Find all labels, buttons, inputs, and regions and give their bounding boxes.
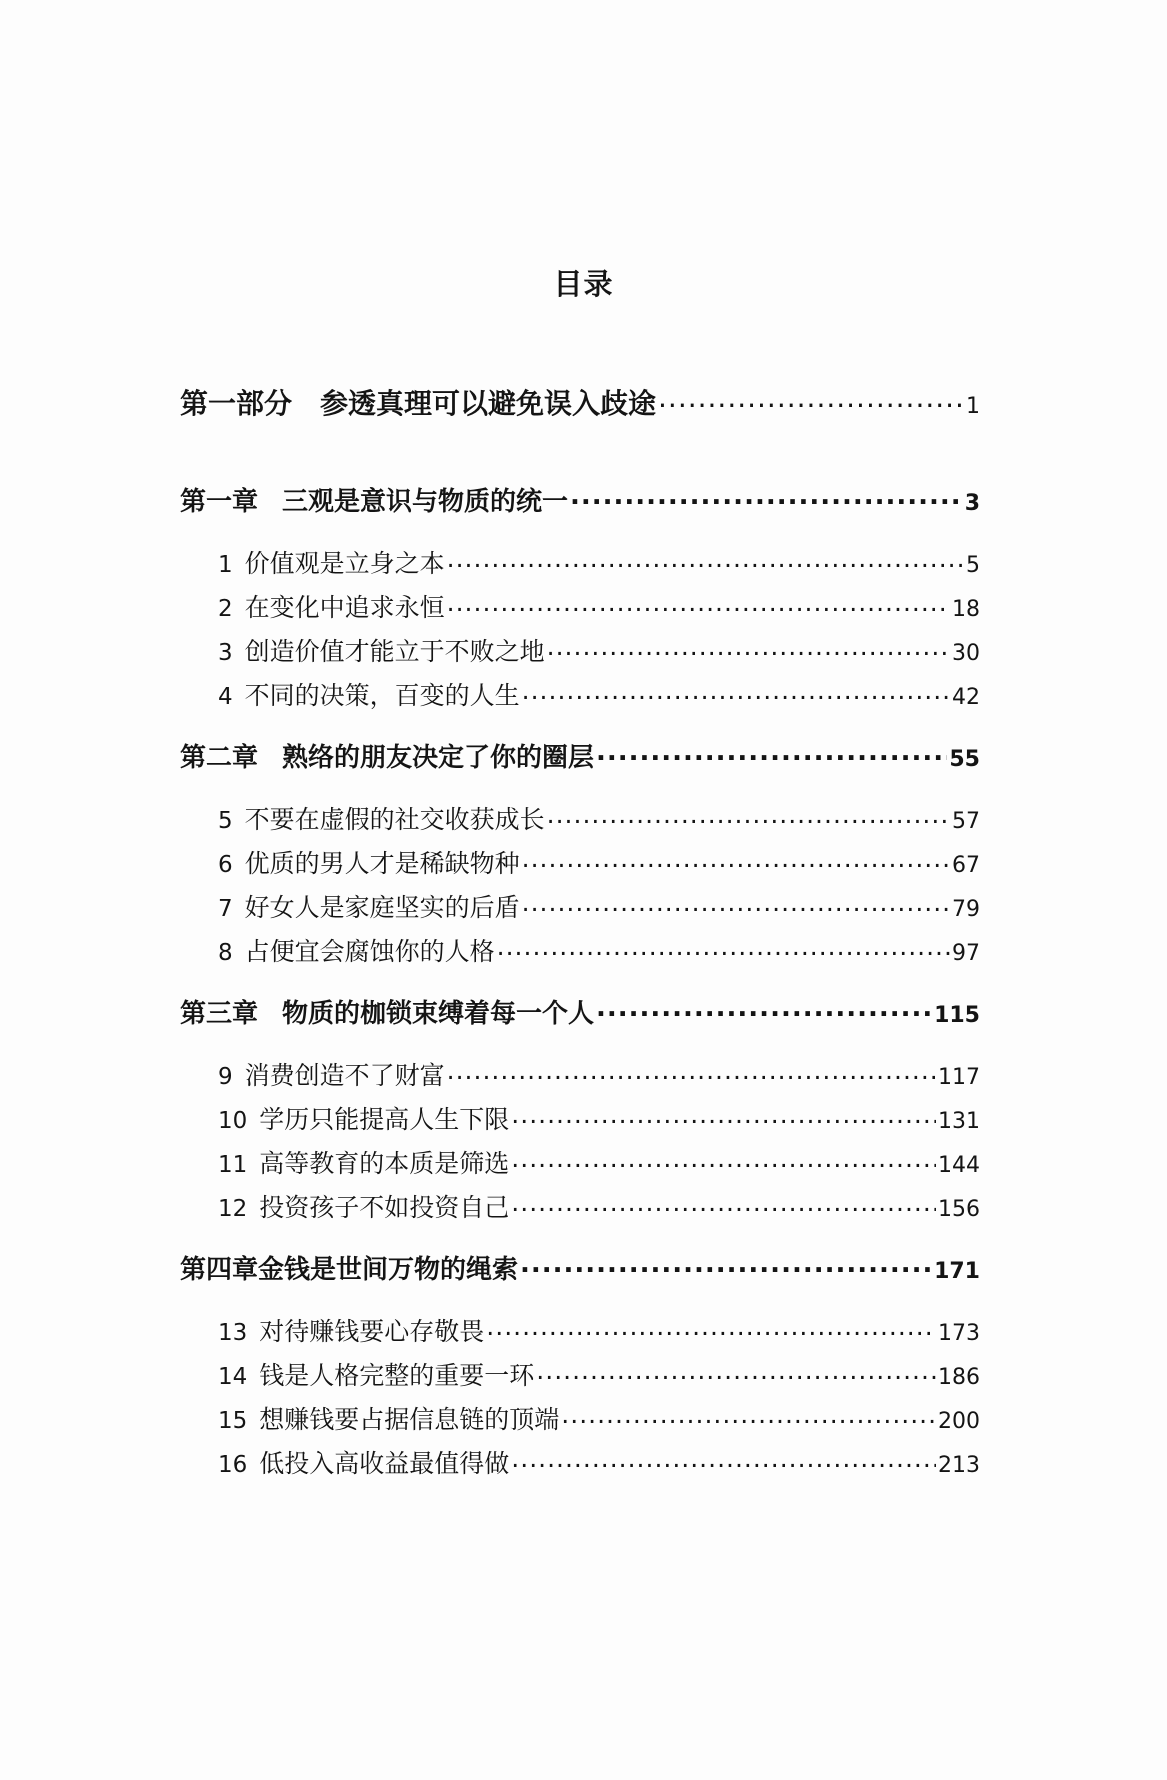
section-number: 8 [218,940,233,966]
page-number: 42 [952,685,980,710]
section-number: 12 [218,1196,248,1222]
section-number: 10 [218,1108,248,1134]
section-title: 优质的男人才是稀缺物种 [244,849,520,878]
dot-leader [570,484,963,510]
dot-leader [547,635,950,660]
dot-leader [522,891,950,916]
page-number: 115 [934,1003,980,1028]
section-title: 创造价值才能立于不败之地 [244,637,545,666]
page-number: 97 [952,941,980,966]
toc-section-entry[interactable] [218,1100,980,1136]
section-number: 4 [218,684,233,710]
chapter-title: 熟络的朋友决定了你的圈层 [282,743,595,773]
toc-chapter-entry[interactable] [180,481,980,518]
toc-section-entry[interactable] [218,1444,980,1480]
page-number: 144 [938,1153,980,1178]
page-number: 200 [938,1409,980,1434]
toc-section-entry[interactable] [218,1144,980,1180]
section-title: 投资孩子不如投资自己 [259,1193,510,1222]
page-number: 57 [952,809,980,834]
chapter-label: 第二章 [180,743,259,773]
section-title: 在变化中追求永恒 [244,593,445,622]
dot-leader [658,385,964,413]
toc-section-entry[interactable] [218,1188,980,1224]
dot-leader [520,1252,932,1278]
toc-section-entry[interactable] [218,632,980,668]
toc-chapter-entry[interactable] [180,737,980,774]
chapter-title: 物质的枷锁束缚着每一个人 [282,999,595,1029]
dot-leader [596,740,947,766]
page-title: 目录 [553,267,614,301]
section-number: 5 [218,808,233,834]
dot-leader [511,1147,936,1172]
dot-leader [536,1359,936,1384]
section-title: 好女人是家庭坚实的后盾 [244,893,520,922]
section-title: 高等教育的本质是筛选 [259,1149,510,1178]
page-number: 1 [966,394,980,419]
section-title: 不要在虚假的社交收获成长 [244,805,545,834]
page-number: 5 [966,553,980,578]
toc-section-entry[interactable] [218,844,980,880]
chapter-label: 第三章 [180,999,259,1029]
toc-section-entry[interactable] [218,932,980,968]
part-label: 第一部分 [180,387,293,420]
dot-leader [547,803,950,828]
section-title: 占便宜会腐蚀你的人格 [244,937,495,966]
section-number: 13 [218,1320,248,1346]
chapter-label: 第一章 [180,487,259,517]
dot-leader [497,935,950,960]
section-number: 11 [218,1152,248,1178]
toc-section-entry[interactable] [218,588,980,624]
part-title: 参透真理可以避免误入歧途 [320,387,657,420]
dot-leader [447,1059,936,1084]
chapter-title: 三观是意识与物质的统一 [282,487,569,517]
toc-part-entry[interactable] [180,382,980,422]
section-number: 16 [218,1452,248,1478]
section-title: 对待赚钱要心存敬畏 [259,1317,485,1346]
dot-leader [522,847,950,872]
dot-leader [447,591,950,616]
page-number: 173 [938,1321,980,1346]
toc-section-entry[interactable] [218,544,980,580]
page-number: 55 [949,747,980,772]
page-number: 156 [938,1197,980,1222]
section-title: 钱是人格完整的重要一环 [259,1361,535,1390]
page-number: 213 [938,1453,980,1478]
page-number: 30 [952,641,980,666]
dot-leader [561,1403,936,1428]
dot-leader [596,996,932,1022]
section-title: 想赚钱要占据信息链的顶端 [259,1405,560,1434]
chapter-label: 第四章金钱是世间万物的绳索 [180,1255,519,1285]
page-number: 117 [938,1065,980,1090]
section-number: 2 [218,596,233,622]
section-number: 14 [218,1364,248,1390]
section-number: 6 [218,852,233,878]
dot-leader [486,1315,936,1340]
page-number: 79 [952,897,980,922]
page-number: 67 [952,853,980,878]
page-number: 131 [938,1109,980,1134]
section-title: 低投入高收益最值得做 [259,1449,510,1478]
toc-section-entry[interactable] [218,1312,980,1348]
toc-section-entry[interactable] [218,1356,980,1392]
section-number: 15 [218,1408,248,1434]
page-number: 3 [964,491,980,516]
toc-section-entry[interactable] [218,1400,980,1436]
section-number: 9 [218,1064,233,1090]
page-number: 18 [952,597,980,622]
dot-leader [511,1191,936,1216]
dot-leader [522,679,950,704]
section-title: 价值观是立身之本 [244,549,445,578]
toc-section-entry[interactable] [218,676,980,712]
dot-leader [511,1447,936,1472]
section-number: 7 [218,896,233,922]
section-title: 学历只能提高人生下限 [259,1105,510,1134]
toc-chapter-entry[interactable] [180,993,980,1030]
toc-chapter-entry[interactable] [180,1249,980,1286]
page-number: 171 [934,1259,980,1284]
toc-section-entry[interactable] [218,888,980,924]
dot-leader [447,547,964,572]
page-number: 186 [938,1365,980,1390]
section-title: 不同的决策，百变的人生 [244,681,520,710]
toc-section-entry[interactable] [218,1056,980,1092]
section-number: 1 [218,552,233,578]
section-number: 3 [218,640,233,666]
section-title: 消费创造不了财富 [244,1061,445,1090]
dot-leader [511,1103,936,1128]
toc-section-entry[interactable] [218,800,980,836]
